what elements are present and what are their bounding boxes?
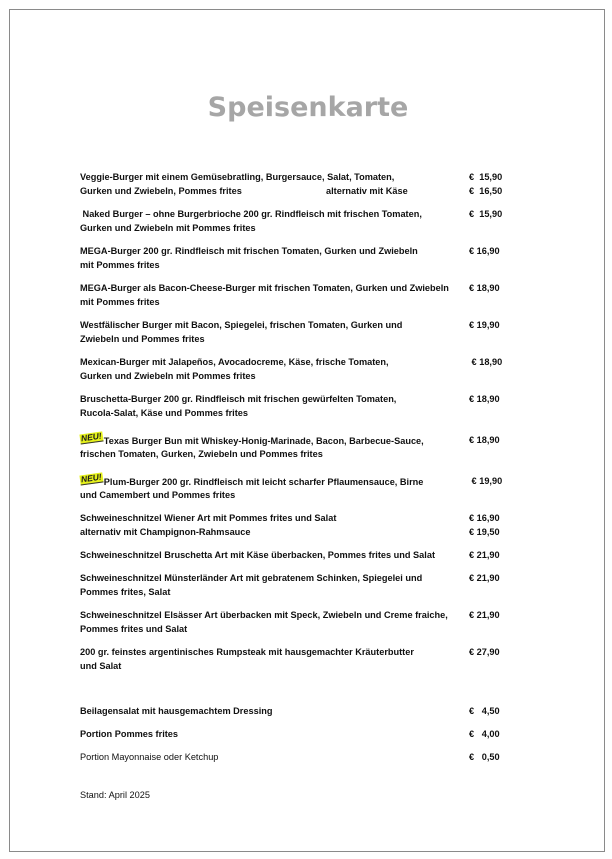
item-price: € 21,90 — [469, 573, 500, 583]
item-description: Naked Burger – ohne Burgerbrioche 200 gr. Rindfleisch mit frischen Tomaten, — [80, 209, 422, 219]
side-item-beilagensalat — [80, 704, 550, 718]
side-price: € 4,00 — [469, 729, 500, 739]
menu-item-schnitzel-elsaesser-art — [80, 608, 550, 636]
item-description: alternativ mit Champignon-Rahmsauce — [80, 527, 251, 537]
item-price-alternative: € 16,50 — [469, 186, 503, 196]
item-description: Westfälischer Burger mit Bacon, Spiegelei, frischen Tomaten, Gurken und — [80, 320, 403, 330]
side-price: € 0,50 — [469, 752, 500, 762]
item-price: € 18,90 — [469, 283, 500, 293]
side-name: Portion Mayonnaise oder Ketchup — [80, 752, 219, 762]
item-alternative: alternativ mit Käse — [326, 186, 408, 196]
item-price: € 15,90 — [469, 172, 503, 182]
item-description: Bruschetta-Burger 200 gr. Rindfleisch mit frischen gewürfelten Tomaten, — [80, 394, 397, 404]
item-description-wrap — [80, 430, 465, 448]
item-description: Zwiebeln und Pommes frites — [80, 334, 205, 344]
menu-item-westfaelischer-burger — [80, 318, 550, 346]
menu-item-mexican-burger — [80, 355, 550, 383]
menu-page — [9, 9, 605, 852]
menu-list — [80, 170, 550, 773]
menu-item-mega-burger — [80, 244, 550, 272]
menu-item-rumpsteak — [80, 645, 550, 673]
menu-item-schnitzel-muensterlaender-art — [80, 571, 550, 599]
side-price: € 4,50 — [469, 706, 500, 716]
item-price: € 21,90 — [469, 610, 500, 620]
item-description: Gurken und Zwiebeln, Pommes frites — [80, 186, 242, 196]
page-title: Speisenkarte — [207, 92, 409, 123]
item-price: € 15,90 — [469, 209, 503, 219]
item-description: Pommes frites und Salat — [80, 624, 188, 634]
side-item-pommes — [80, 727, 550, 741]
item-description: Plum-Burger 200 gr. Rindfleisch mit leicht scharfer Pflaumensauce, Birne — [103, 477, 424, 487]
item-description: MEGA-Burger 200 gr. Rindfleisch mit frischen Tomaten, Gurken und Zwiebeln — [80, 246, 418, 256]
new-badge: NEU! — [80, 430, 103, 444]
item-price: € 21,90 — [469, 550, 500, 560]
menu-item-bacon-cheese-burger — [80, 281, 550, 309]
side-name: Beilagensalat mit hausgemachtem Dressing — [80, 706, 273, 716]
item-price: € 16,90 — [469, 246, 500, 256]
item-description: Schweineschnitzel Bruschetta Art mit Käse überbacken, Pommes frites und Salat — [80, 550, 436, 560]
item-description: Veggie-Burger mit einem Gemüsebratling, Burgersauce, Salat, Tomaten, — [80, 172, 395, 182]
menu-item-schnitzel-wiener-art — [80, 511, 550, 539]
item-description-wrap — [80, 471, 465, 489]
menu-item-plum-burger — [80, 471, 550, 502]
item-description: Rucola-Salat, Käse und Pommes frites — [80, 408, 248, 418]
footer-date: Stand: April 2025 — [80, 790, 150, 800]
item-description: Schweineschnitzel Münsterländer Art mit gebratenem Schinken, Spiegelei und — [80, 573, 423, 583]
item-description: Pommes frites, Salat — [80, 587, 171, 597]
menu-item-veggie-burger — [80, 170, 550, 198]
item-description: Texas Burger Bun mit Whiskey-Honig-Marinade, Bacon, Barbecue-Sauce, — [103, 436, 424, 446]
item-description: Schweineschnitzel Wiener Art mit Pommes frites und Salat — [80, 513, 337, 523]
item-price: € 19,90 — [469, 476, 503, 486]
section-spacer — [80, 682, 550, 704]
item-description: und Salat — [80, 661, 122, 671]
item-price: € 27,90 — [469, 647, 500, 657]
item-price: € 18,90 — [469, 357, 503, 367]
item-description: mit Pommes frites — [80, 297, 160, 307]
item-price: € 18,90 — [469, 435, 500, 445]
side-item-mayonnaise — [80, 750, 550, 764]
menu-item-texas-burger — [80, 430, 550, 461]
item-description: frischen Tomaten, Gurken, Zwiebeln und Pommes frites — [80, 449, 323, 459]
new-badge: NEU! — [80, 471, 103, 485]
item-price: € 16,90 — [469, 513, 500, 523]
item-description: Gurken und Zwiebeln mit Pommes frites — [80, 223, 256, 233]
item-description: Mexican-Burger mit Jalapeños, Avocadocreme, Käse, frische Tomaten, — [80, 357, 389, 367]
side-name: Portion Pommes frites — [80, 729, 179, 739]
item-description: mit Pommes frites — [80, 260, 160, 270]
item-description: MEGA-Burger als Bacon-Cheese-Burger mit frischen Tomaten, Gurken und Zwiebeln — [80, 283, 449, 293]
menu-item-schnitzel-bruschetta-art — [80, 548, 550, 562]
item-price: € 18,90 — [469, 394, 500, 404]
item-description: Schweineschnitzel Elsässer Art überbacken mit Speck, Zwiebeln und Creme fraiche, — [80, 610, 448, 620]
item-price-alternative: € 19,50 — [469, 527, 500, 537]
item-description: Gurken und Zwiebeln mit Pommes frites — [80, 371, 256, 381]
item-price: € 19,90 — [469, 320, 500, 330]
menu-item-naked-burger — [80, 207, 550, 235]
item-description: und Camembert und Pommes frites — [80, 490, 236, 500]
menu-item-bruschetta-burger — [80, 392, 550, 420]
item-description: 200 gr. feinstes argentinisches Rumpsteak mit hausgemachter Kräuterbutter — [80, 647, 414, 657]
